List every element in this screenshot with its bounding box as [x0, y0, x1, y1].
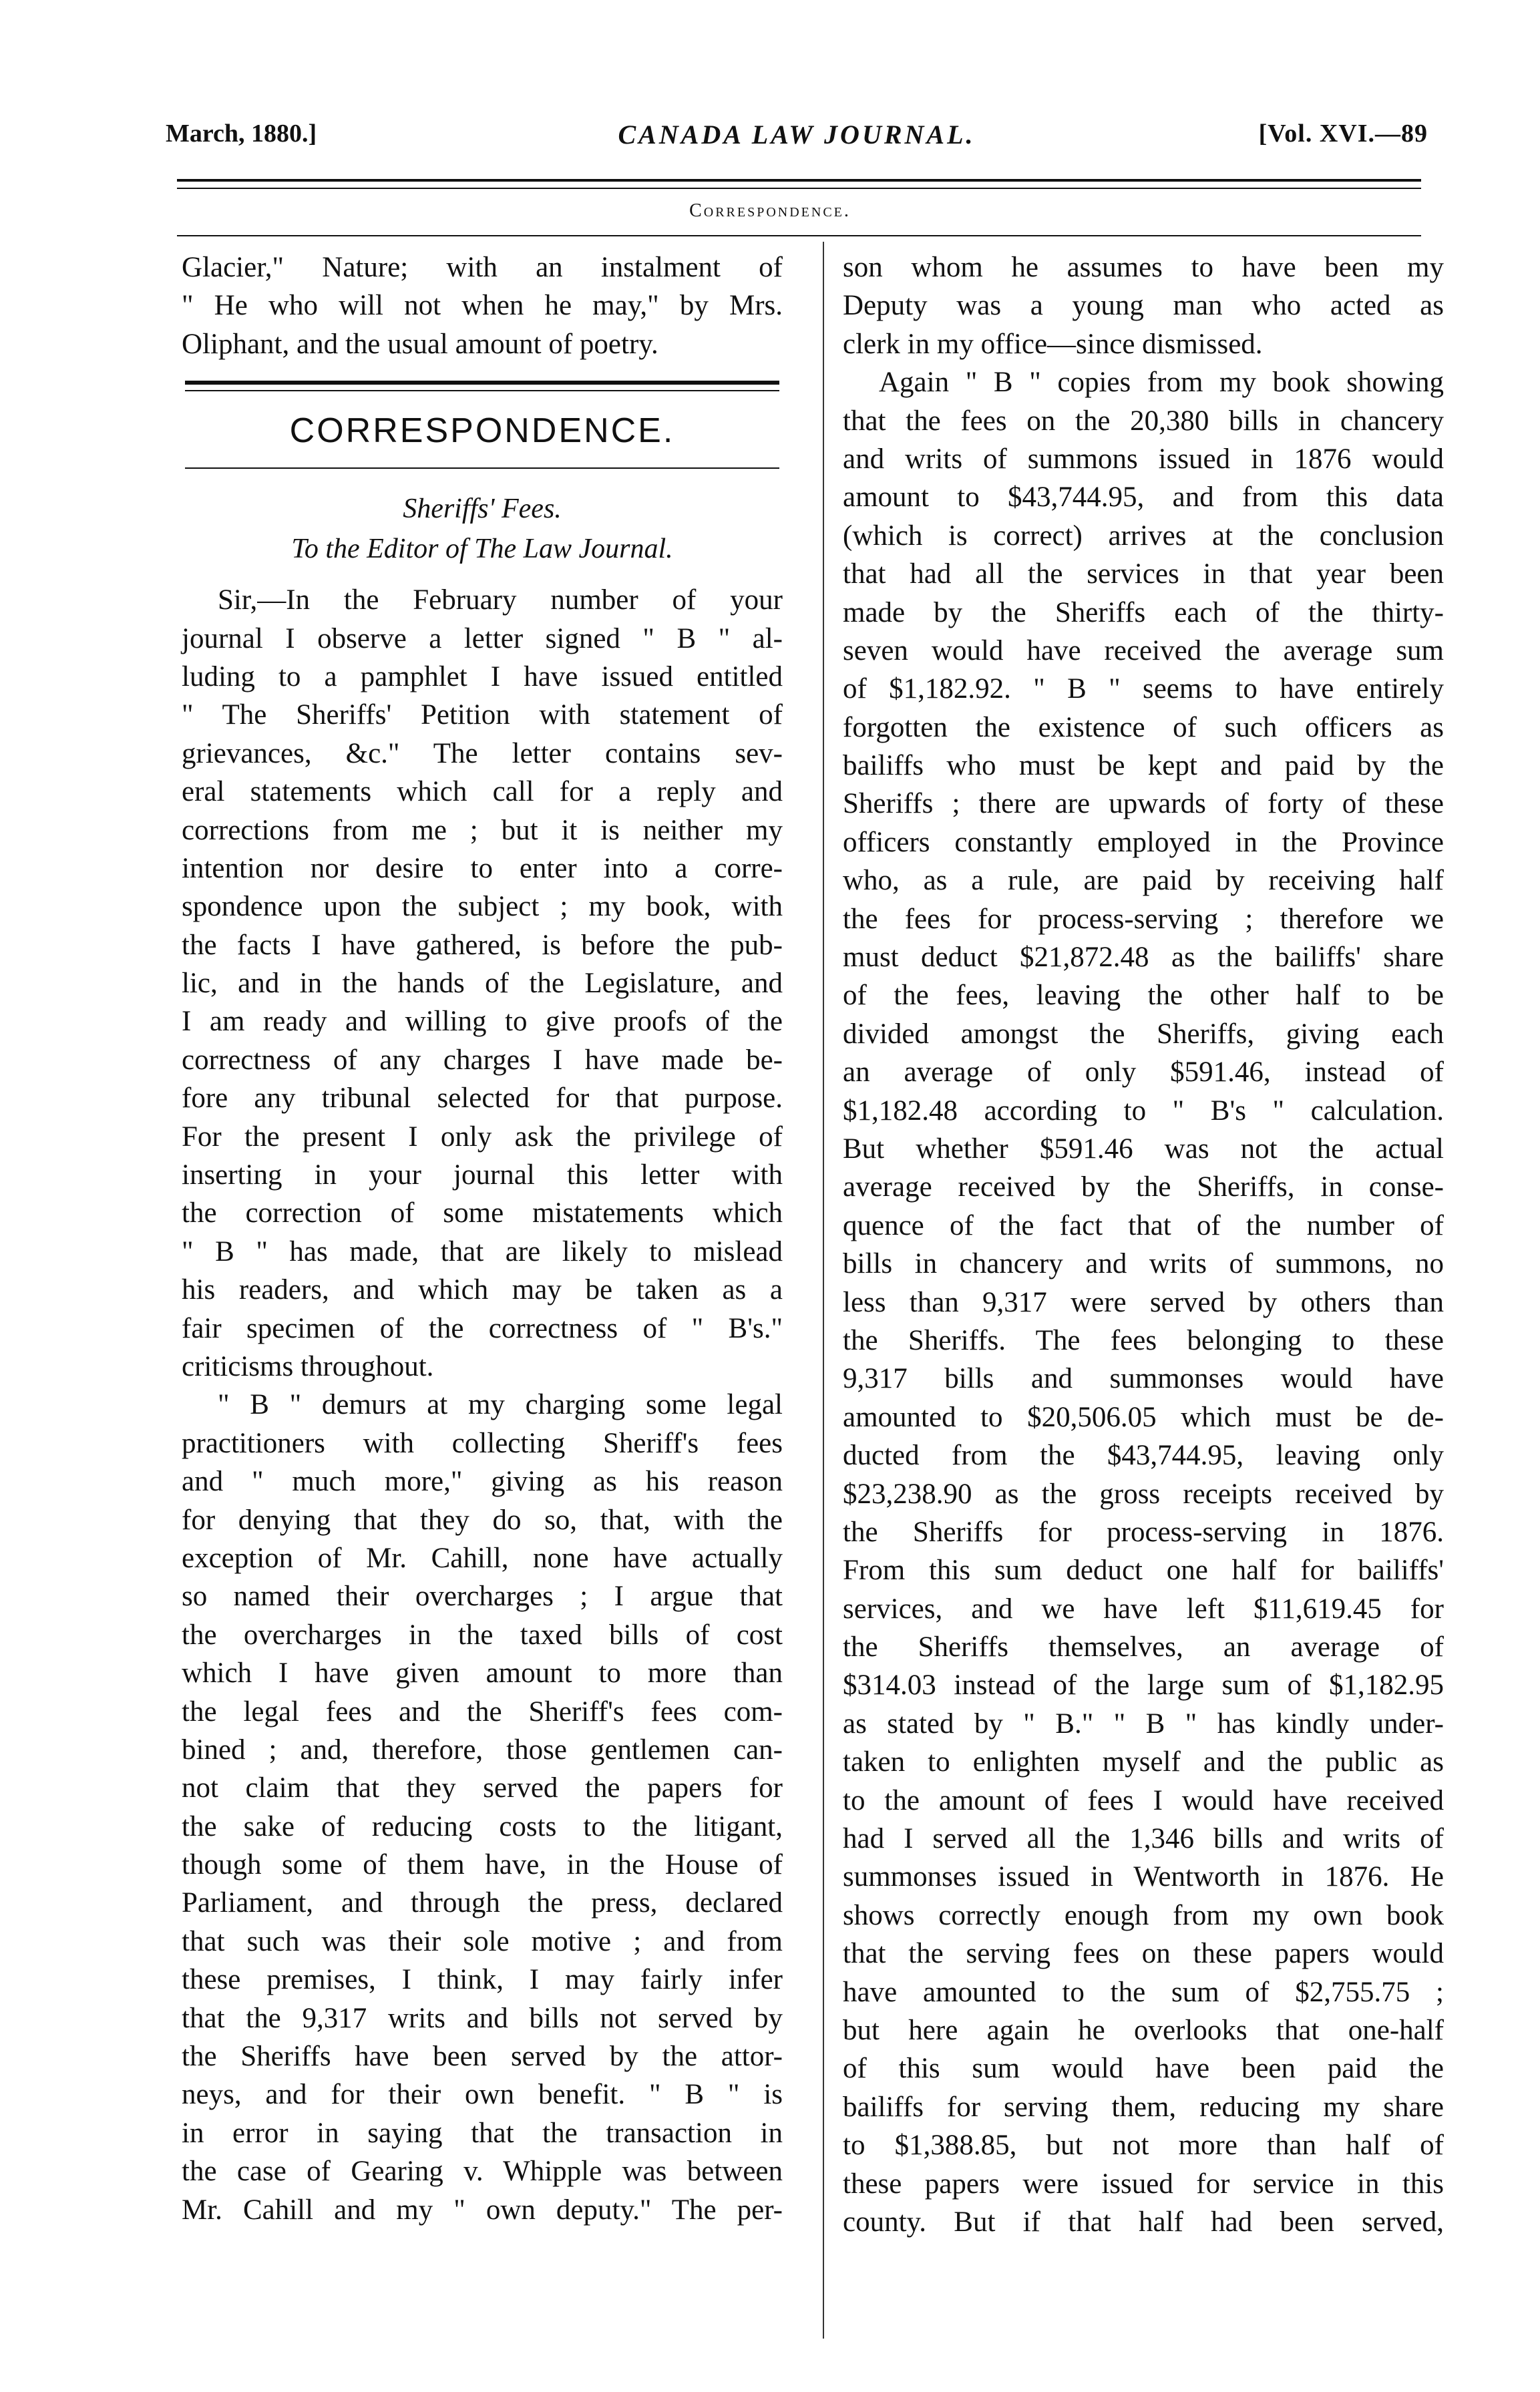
text-line: that the serving fees on these papers would [843, 1938, 1444, 1970]
text-line: correctness of any charges I have made be- [182, 1044, 783, 1076]
text-line: so named their overcharges ; I argue that [182, 1581, 783, 1613]
correspondence-heading: CORRESPONDENCE. [289, 411, 675, 451]
text-line: these premises, I think, I may fairly infer [182, 1964, 783, 1996]
text-line: these papers were issued for service in this [843, 2168, 1444, 2200]
text-line: practitioners with collecting Sheriff's fees [182, 1427, 783, 1459]
header-date: March, 1880.] [166, 120, 317, 148]
letter-paragraph [182, 581, 783, 1386]
text-line: that had all the services in that year been [843, 558, 1444, 590]
text-line: his readers, and which may be taken as a [182, 1274, 783, 1306]
text-line: and writs of summons issued in 1876 would [843, 443, 1444, 475]
text-line: the legal fees and the Sheriff's fees com- [182, 1696, 783, 1728]
text-line: clerk in my office—since dismissed. [843, 328, 1263, 360]
text-line: the sake of reducing costs to the litigant, [182, 1810, 783, 1842]
text-line: $23,238.90 as the gross receipts received by [843, 1478, 1444, 1510]
text-line: to the amount of fees I would have received [843, 1784, 1444, 1816]
text-line: ducted from the $43,744.95, leaving only [843, 1440, 1444, 1472]
letter-paragraph [182, 1386, 783, 2229]
text-line: criticisms throughout. [182, 1350, 434, 1382]
text-line: the Sheriffs have been served by the attor- [182, 2041, 783, 2073]
text-line: " B " has made, that are likely to mislead [182, 1235, 783, 1267]
text-line: services, and we have left $11,619.45 for [843, 1593, 1444, 1625]
text-line: taken to enlighten myself and the public as [843, 1746, 1444, 1778]
text-line: the facts I have gathered, is before the pub- [182, 929, 783, 961]
text-line: county. But if that half had been served, [843, 2206, 1444, 2238]
text-line: $1,182.48 according to " B's " calculation. [843, 1094, 1444, 1127]
header-rule [177, 179, 1421, 189]
text-line: exception of Mr. Cahill, none have actually [182, 1542, 783, 1574]
text-line: intention nor desire to enter into a corre- [182, 852, 783, 884]
text-line: an average of only $591.46, instead of [843, 1056, 1444, 1088]
letter-salutation: To the Editor of The Law Journal. [291, 534, 673, 565]
right-column [843, 248, 1444, 2241]
section-rule [177, 235, 1421, 236]
left-column [182, 248, 783, 2229]
text-line: amount to $43,744.95, and from this data [843, 481, 1444, 514]
text-line: (which is correct) arrives at the conclusion [843, 520, 1444, 552]
text-line: that the fees on the 20,380 bills in chancery [843, 405, 1444, 437]
text-line: not claim that they served the papers for [182, 1772, 783, 1804]
text-line: fore any tribunal selected for that purpose. [182, 1082, 783, 1115]
text-line: the correction of some mistatements which [182, 1197, 783, 1229]
text-line: Sheriffs ; there are upwards of forty of these [843, 788, 1444, 820]
text-line: For the present I only ask the privilege of [182, 1121, 783, 1153]
column-divider [823, 242, 824, 2339]
text-line: From this sum deduct one half for bailiffs' [843, 1555, 1444, 1587]
text-line: the Sheriffs. The fees belonging to these [843, 1324, 1444, 1356]
text-line: of $1,182.92. " B " seems to have entirely [843, 673, 1444, 705]
text-line: the overcharges in the taxed bills of cost [182, 1619, 783, 1651]
text-line: which I have given amount to more than [182, 1657, 783, 1689]
text-line: of this sum would have been paid the [843, 2053, 1444, 2085]
text-line: fair specimen of the correctness of " B's." [182, 1312, 783, 1344]
text-line: amounted to $20,506.05 which must be de- [843, 1401, 1444, 1433]
text-line: eral statements which call for a reply and [182, 776, 783, 808]
intro-paragraph [182, 248, 783, 363]
text-line: officers constantly employed in the Province [843, 826, 1444, 858]
text-line: son whom he assumes to have been my [843, 252, 1444, 283]
text-line: though some of them have, in the House of [182, 1849, 783, 1881]
text-line: the fees for process-serving ; therefore we [843, 903, 1444, 935]
running-head [166, 119, 1428, 159]
text-line: Again " B " copies from my book showing [879, 367, 1444, 399]
text-line: forgotten the existence of such officers as [843, 711, 1444, 743]
text-line: luding to a pamphlet I have issued entitled [182, 660, 783, 692]
text-line: bined ; and, therefore, those gentlemen can- [182, 1734, 783, 1766]
text-line: bills in chancery and writs of summons, no [843, 1248, 1444, 1280]
text-line: summonses issued in Wentworth in 1876. He [843, 1861, 1444, 1893]
text-line: 9,317 bills and summonses would have [843, 1363, 1444, 1395]
text-line: bailiffs for serving them, reducing my share [843, 2091, 1444, 2123]
text-line: neys, and for their own benefit. " B " is [182, 2079, 783, 2111]
text-line: average received by the Sheriffs, in conse- [843, 1171, 1444, 1203]
text-line: " B " demurs at my charging some legal [218, 1389, 783, 1421]
text-line: to $1,388.85, but not more than half of [843, 2130, 1444, 2162]
text-line: Deputy was a young man who acted as [843, 290, 1444, 322]
section-break-rule [185, 381, 779, 391]
text-line: that such was their sole motive ; and from [182, 1925, 783, 1957]
text-line: in error in saying that the transaction in [182, 2117, 783, 2149]
letter-subtitle: Sheriffs' Fees. [403, 493, 562, 525]
text-line: the Sheriffs for process-serving in 1876. [843, 1516, 1444, 1548]
letter-paragraph [843, 363, 1444, 2241]
text-line: grievances, &c." The letter contains sev- [182, 737, 783, 769]
text-line: I am ready and willing to give proofs of the [182, 1006, 783, 1038]
text-line: spondence upon the subject ; my book, with [182, 891, 783, 923]
text-line: Sir,—In the February number of your [218, 584, 783, 616]
text-line: inserting in your journal this letter with [182, 1159, 783, 1191]
text-line: But whether $591.46 was not the actual [843, 1133, 1444, 1165]
text-line: who, as a rule, are paid by receiving half [843, 865, 1444, 897]
section-heading: Correspondence. [689, 200, 851, 221]
text-line: made by the Sheriffs each of the thirty- [843, 596, 1444, 628]
text-line: quence of the fact that of the number of [843, 1209, 1444, 1241]
text-line: as stated by " B." " B " has kindly under- [843, 1708, 1444, 1740]
text-line: shows correctly enough from my own book [843, 1899, 1444, 1931]
header-journal-title: CANADA LAW JOURNAL. [618, 120, 976, 150]
text-line: the Sheriffs themselves, an average of [843, 1631, 1444, 1663]
letter-paragraph [843, 248, 1444, 363]
text-line: for denying that they do so, that, with the [182, 1504, 783, 1536]
text-line: seven would have received the average sum [843, 634, 1444, 666]
text-line: the case of Gearing v. Whipple was between [182, 2156, 783, 2188]
text-line: but here again he overlooks that one-half [843, 2014, 1444, 2046]
text-line: lic, and in the hands of the Legislature, and [182, 968, 783, 1000]
text-line: less than 9,317 were served by others than [843, 1286, 1444, 1318]
text-line: journal I observe a letter signed " B " al- [182, 622, 783, 654]
text-line: Mr. Cahill and my " own deputy." The per- [182, 2194, 783, 2226]
text-line: divided amongst the Sheriffs, giving each [843, 1018, 1444, 1050]
text-line: corrections from me ; but it is neither my [182, 814, 783, 846]
header-volume: [Vol. XVI.—89 [1258, 120, 1428, 148]
text-line: Parliament, and through the press, declared [182, 1887, 783, 1919]
text-line: $314.03 instead of the large sum of $1,182.95 [843, 1669, 1444, 1702]
text-line: bailiffs who must be kept and paid by the [843, 750, 1444, 782]
text-line: " He who will not when he may," by Mrs. [182, 290, 783, 322]
text-line: must deduct $21,872.48 as the bailiffs' share [843, 942, 1444, 974]
text-line: of the fees, leaving the other half to be [843, 980, 1444, 1012]
text-line: Glacier," Nature; with an instalment of [182, 252, 783, 283]
text-line: " The Sheriffs' Petition with statement of [182, 699, 783, 731]
text-line: have amounted to the sum of $2,755.75 ; [843, 1976, 1444, 2008]
text-line: Oliphant, and the usual amount of poetry. [182, 328, 658, 360]
text-line: that the 9,317 writs and bills not served by [182, 2002, 783, 2034]
text-line: and " much more," giving as his reason [182, 1466, 783, 1498]
heading-rule [185, 467, 779, 469]
text-line: had I served all the 1,346 bills and writs of [843, 1823, 1444, 1855]
